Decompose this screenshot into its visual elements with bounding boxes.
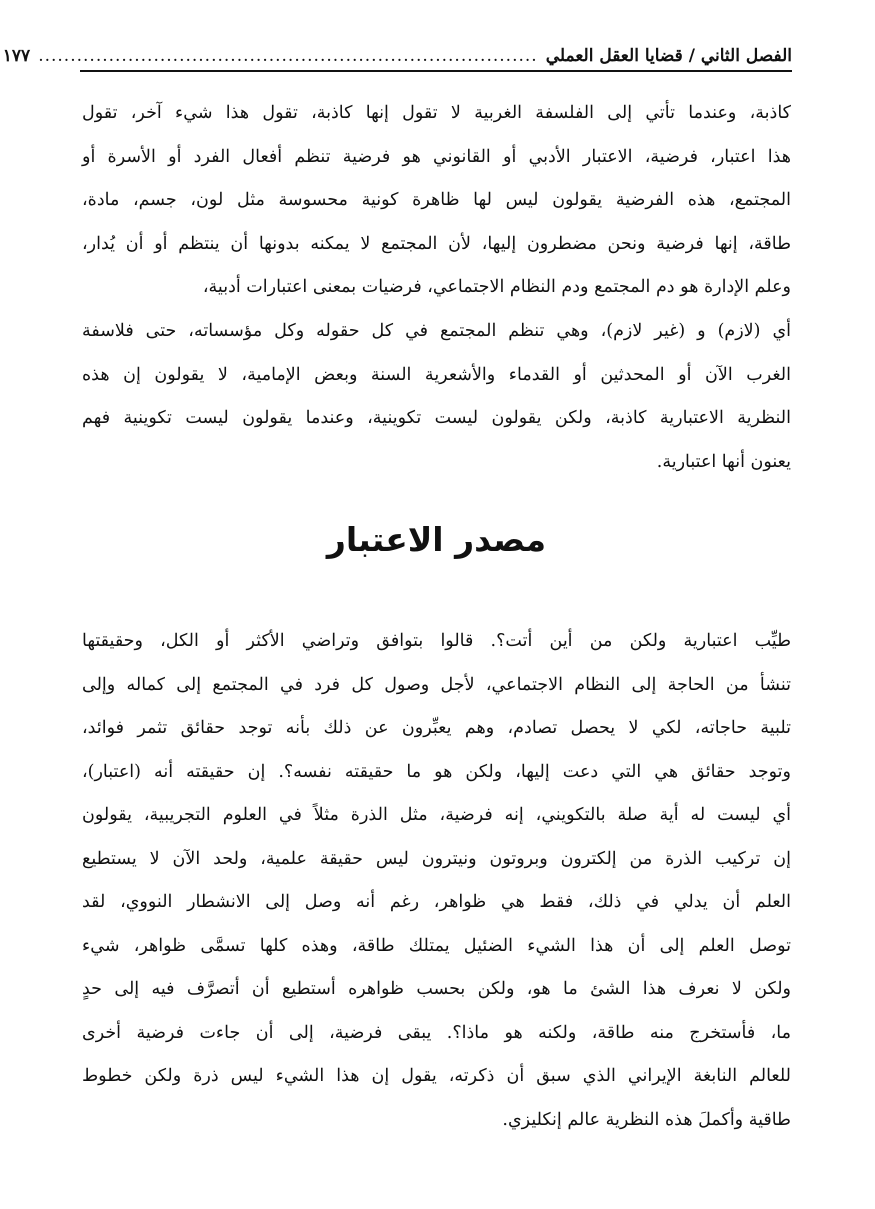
text-line: العلم أن يدلي في ذلك، فقط هي ظواهر، رغم أنه وصل إلى الانشطار النووي، لقد <box>82 892 791 912</box>
text-line: أي (لازم) و (غير لازم)، وهي تنظم المجتمع في كل حقوله وكل مؤسساته، حتى فلاسفة <box>82 321 791 341</box>
text-line: ما، فأستخرج منه طاقة، ولكنه هو ماذا؟. يبقى فرضية، إلى أن جاءت فرضية أخرى <box>82 1022 791 1043</box>
text-line: ولكن لا نعرف هذا الشئ ما هو، ولكن بحسب ظواهره أستطيع أن أتصرَّف فيه إلى حدٍ <box>82 979 791 999</box>
text-line: النظرية الاعتبارية كاذبة، ولكن يقولون ليست تكوينية، وعندما يقولون ليست تكوينية فهم <box>82 408 791 428</box>
page-number: ١٧٧ <box>2 46 31 66</box>
section-heading: مصدر الاعتبار <box>326 520 547 559</box>
paragraph-3 <box>82 620 791 1142</box>
text-line: المجتمع، هذه الفرضية يقولون ليس لها ظاهرة كونية محسوسة مثل لون، جسم، مادة، <box>82 190 791 210</box>
text-line: يعنون أنها اعتبارية. <box>656 451 791 472</box>
text-line: طيِّب اعتبارية ولكن من أين أتت؟. قالوا بتوافق وتراضي الأكثر أو الكل، وحقيقتها <box>82 631 791 651</box>
text-line: للعالم النابغة الإيراني الذي سبق أن ذكرته، يقول إن هذا الشيء ليس ذرة ولكن خطوط <box>82 1066 791 1086</box>
paragraph-1 <box>82 92 791 310</box>
text-line: تلبية حاجاته، لكي لا يحصل تصادم، وهم يعبِّرون عن ذلك بأنه توجد حقائق تثمر فوائد، <box>82 718 791 738</box>
text-line: وتوجد حقائق هي التي دعت إليها، ولكن هو ما حقيقته نفسه؟. إن حقيقته أنه (اعتبار)، <box>82 761 791 782</box>
text-line: وعلم الإدارة هو دم المجتمع ودم النظام الاجتماعي، فرضيات بمعنى اعتبارات أدبية، <box>202 277 791 297</box>
text-line: طاقية وأكملَ هذه النظرية عالم إنكليزي. <box>502 1109 791 1130</box>
chapter-title: الفصل الثاني / قضايا العقل العملي <box>545 46 792 66</box>
running-header <box>2 32 792 72</box>
text-line: كاذبة، وعندما تأتي إلى الفلسفة الغربية لا تقول إنها كاذبة، تقول هذا شيء آخر، تقول <box>82 103 791 123</box>
text-line: توصل العلم إلى أن هذا الشيء الضئيل يمتلك طاقة، وهذه كلها تسمَّى ظواهر، شيء <box>82 935 791 956</box>
leader-dots: .............................................................................. <box>38 46 538 66</box>
text-line: أي ليست له أية صلة بالتكويني، إنه فرضية، مثل الذرة مثلاً في العلوم التجريبية، يقولون <box>82 805 791 825</box>
text-line: إن تركيب الذرة من إلكترون وبروتون ونيترون ليس حقيقة علمية، ولحد الآن لا يستطيع <box>82 848 791 869</box>
text-line: تنشأ من الحاجة إلى النظام الاجتماعي، لأجل وصول كل فرد في المجتمع إلى كماله وإلى <box>82 674 791 695</box>
text-line: طاقة، إنها فرضية ونحن مضطرون إليها، لأن المجتمع لا يمكنه بدونها أن ينتظم أو أن يُدار، <box>82 233 791 254</box>
paragraph-2 <box>82 310 791 484</box>
text-line: الغرب الآن أو المحدثين أو القدماء والأشعرية السنة وبعض الإمامية، لا يقولون إن هذه <box>82 364 791 385</box>
text-line: هذا اعتبار، فرضية، الاعتبار الأدبي أو القانوني هو فرضية تنظم أفعال الفرد أو الأسرة أو <box>82 146 791 167</box>
